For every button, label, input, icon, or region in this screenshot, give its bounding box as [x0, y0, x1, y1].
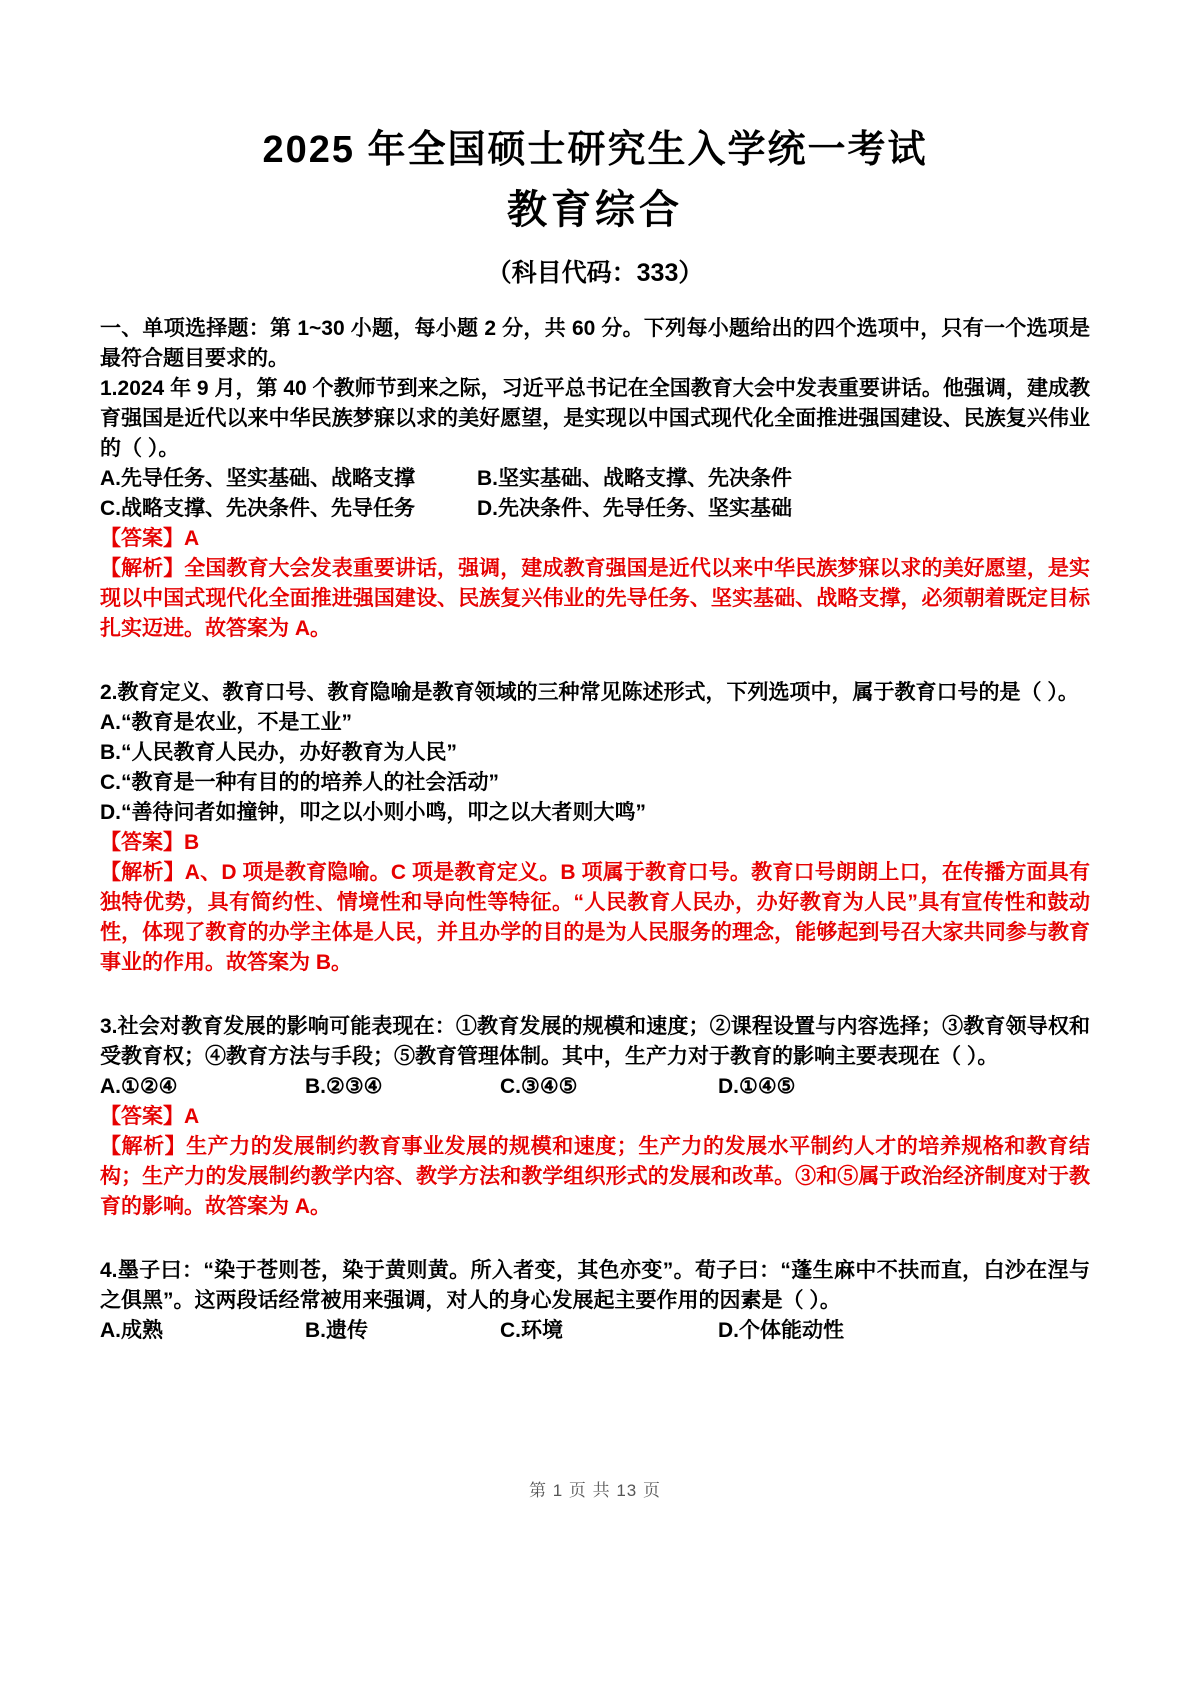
- option-d: D.个体能动性: [718, 1318, 844, 1342]
- option-d: D.先决条件、先导任务、坚实基础: [477, 496, 792, 520]
- section-instructions: 一、单项选择题：第 1~30 小题，每小题 2 分，共 60 分。下列每小题给出的四个选项中，只有一个选项是最符合题目要求的。: [100, 316, 1090, 370]
- options-row: [100, 1072, 1090, 1102]
- answer-label: 【答案】: [100, 830, 184, 854]
- answer-value: B: [184, 830, 200, 854]
- answer-label: 【答案】: [100, 526, 184, 550]
- options-row: [100, 1316, 1090, 1346]
- analysis-text: 生产力的发展制约教育事业发展的规模和速度；生产力的发展水平制约人才的培养规格和教育结构；生产力的发展制约教学内容、教学方法和教学组织形式的发展和改革。③和⑤属于政治经济制度对于教育的影响。故答案为 A。: [100, 1134, 1091, 1218]
- subject-code: （科目代码：333）: [486, 258, 704, 287]
- page-number-footer: 第 1 页 共 13 页: [529, 1481, 661, 1500]
- question-2: [100, 678, 1090, 978]
- option-b: B.遗传: [305, 1318, 368, 1342]
- option-c: C.③④⑤: [500, 1074, 578, 1098]
- question-stem: 1.2024 年 9 月，第 40 个教师节到来之际，习近平总书记在全国教育大会中发表重要讲话。他强调，建成教育强国是近代以来中华民族梦寐以求的美好愿望，是实现以中国式现代化全面推进强国建设、民族复兴伟业的（ ）。: [100, 376, 1090, 460]
- question-stem: 3.社会对教育发展的影响可能表现在：①教育发展的规模和速度；②课程设置与内容选择；③教育领导权和受教育权；④教育方法与手段；⑤教育管理体制。其中，生产力对于教育的影响主要表现在（ ）。: [100, 1014, 1090, 1068]
- option-b: B.“人民教育人民办，办好教育为人民”: [100, 740, 457, 764]
- option-a: A.先导任务、坚实基础、战略支撑: [100, 466, 415, 490]
- option-c: C.战略支撑、先决条件、先导任务: [100, 496, 415, 520]
- analysis-text: A、D 项是教育隐喻。C 项是教育定义。B 项属于教育口号。教育口号朗朗上口，在传播方面具有独特优势，具有简约性、情境性和导向性等特征。“人民教育人民办，办好教育为人民”具有宣传性和鼓动性，体现了教育的办学主体是人民，并且办学的目的是为人民服务的理念，能够起到号召大家共同参与教育事业的作用。故答案为 B。: [100, 860, 1091, 974]
- option-c: C.环境: [500, 1318, 563, 1342]
- analysis-line: [100, 1132, 1090, 1222]
- answer-line: [100, 1102, 1090, 1132]
- answer-label: 【答案】: [100, 1104, 184, 1128]
- options-row: [100, 494, 1090, 524]
- analysis-label: 【解析】: [100, 860, 185, 884]
- analysis-label: 【解析】: [100, 556, 185, 580]
- question-3: [100, 1012, 1090, 1222]
- analysis-line: [100, 554, 1090, 644]
- option-a: A.“教育是农业，不是工业”: [100, 710, 352, 734]
- document-body: [100, 314, 1090, 1346]
- option-a: A.成熟: [100, 1318, 163, 1342]
- option-d: D.①④⑤: [718, 1074, 796, 1098]
- analysis-label: 【解析】: [100, 1134, 187, 1158]
- option-c: C.“教育是一种有目的的培养人的社会活动”: [100, 770, 499, 794]
- document-subtitle: 教育综合: [507, 187, 683, 232]
- document-title: 2025 年全国硕士研究生入学统一考试: [262, 129, 928, 171]
- analysis-text: 全国教育大会发表重要讲话，强调，建成教育强国是近代以来中华民族梦寐以求的美好愿望，是实现以中国式现代化全面推进强国建设、民族复兴伟业的先导任务、坚实基础、战略支撑，必须朝着既定目标扎实迈进。故答案为 A。: [100, 556, 1091, 640]
- answer-value: A: [184, 526, 200, 550]
- answer-line: [100, 524, 1090, 554]
- question-4: [100, 1256, 1090, 1346]
- option-a: A.①②④: [100, 1074, 178, 1098]
- answer-value: A: [184, 1104, 200, 1128]
- question-stem: 4.墨子曰：“染于苍则苍，染于黄则黄。所入者变，其色亦变”。荀子曰：“蓬生麻中不扶而直，白沙在涅与之俱黑”。这两段话经常被用来强调，对人的身心发展起主要作用的因素是（ ）。: [100, 1258, 1090, 1312]
- option-b: B.②③④: [305, 1074, 383, 1098]
- analysis-line: [100, 858, 1090, 978]
- options-row: [100, 464, 1090, 494]
- option-d: D.“善待问者如撞钟，叩之以小则小鸣，叩之以大者则大鸣”: [100, 800, 646, 824]
- question-stem: 2.教育定义、教育口号、教育隐喻是教育领域的三种常见陈述形式，下列选项中，属于教育口号的是（ ）。: [100, 680, 1079, 704]
- option-b: B.坚实基础、战略支撑、先决条件: [477, 466, 792, 490]
- answer-line: [100, 828, 1090, 858]
- question-1: [100, 374, 1090, 644]
